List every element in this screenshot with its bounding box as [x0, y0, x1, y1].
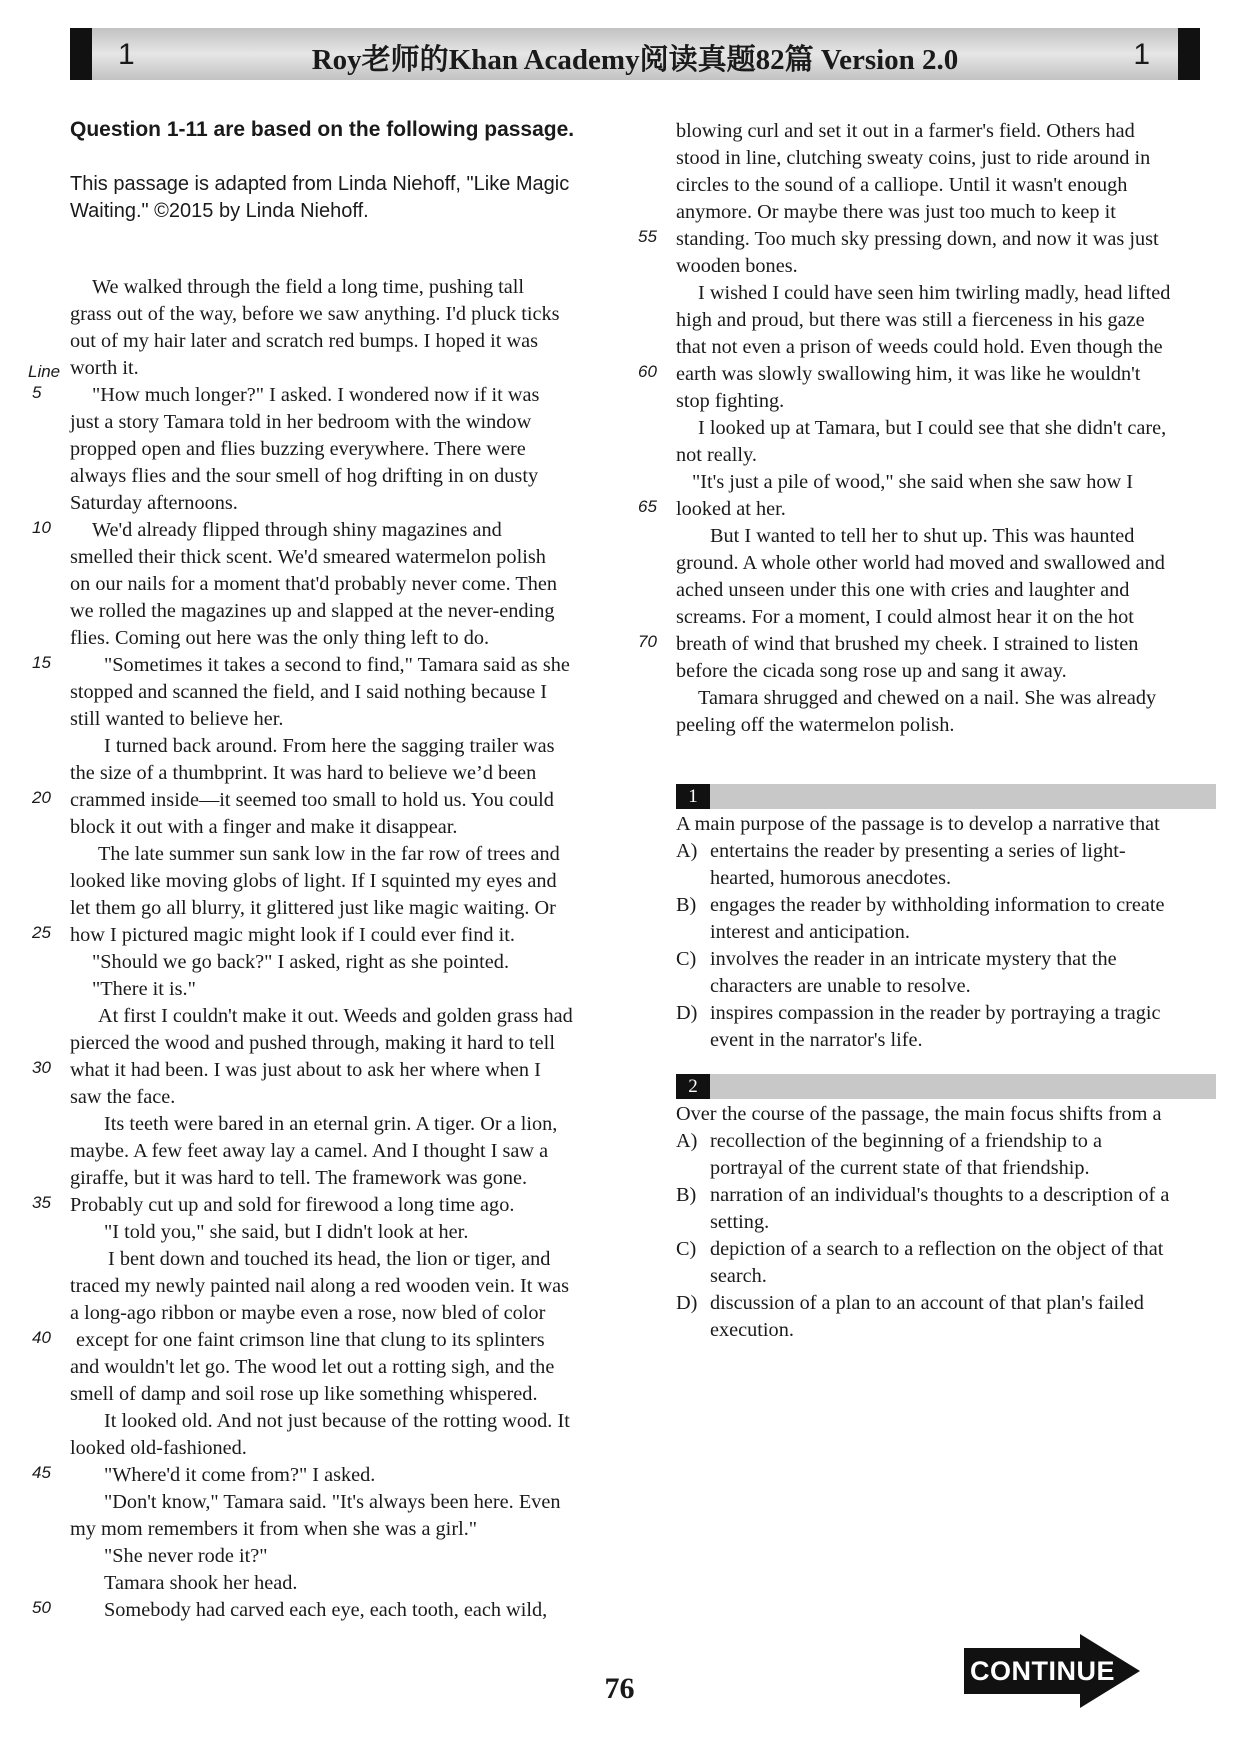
answer-option[interactable]: [676, 838, 1216, 892]
option-letter: C): [676, 1238, 697, 1260]
passage-line-text: high and proud, but there was still a fierceness in his gaze: [676, 309, 1145, 331]
passage-line: [70, 274, 630, 301]
continue-button[interactable]: [962, 1634, 1142, 1708]
passage-line: [70, 1516, 630, 1543]
passage-line: [70, 544, 630, 571]
passage-line-text: wooden bones.: [676, 255, 798, 277]
page-number: 76: [604, 1672, 635, 1705]
passage-line-text: ached unseen under this one with cries and laughter and: [676, 579, 1130, 601]
option-text: inspires compassion in the reader by portraying a tragic: [710, 1002, 1161, 1024]
passage-line: [70, 1084, 630, 1111]
passage-line: [70, 328, 630, 355]
passage-line-text: At first I couldn't make it out. Weeds and golden grass had: [98, 1005, 573, 1027]
passage-line-text: what it had been. I was just about to ask her where when I: [70, 1059, 541, 1081]
answer-option[interactable]: [676, 946, 1216, 1000]
option-text: discussion of a plan to an account of that plan's failed: [710, 1292, 1144, 1314]
passage-line: [638, 631, 1236, 658]
option-letter: B): [676, 1184, 697, 1206]
option-letter: B): [676, 894, 697, 916]
passage-line: [70, 1003, 630, 1030]
passage-line-text: I wished I could have seen him twirling madly, head lifted: [698, 282, 1171, 304]
passage-line-text: "Should we go back?" I asked, right as she pointed.: [92, 951, 510, 973]
passage-line: [676, 280, 1236, 307]
passage-line: [70, 490, 630, 517]
line-number: Line: [28, 362, 61, 381]
passage-line: [70, 733, 630, 760]
question-number: 1: [676, 784, 710, 809]
passage-line-text: earth was slowly swallowing him, it was like he wouldn't: [676, 363, 1141, 385]
line-number: 60: [638, 362, 657, 381]
passage-left-column: [28, 274, 630, 1624]
passage-line: [32, 1597, 630, 1624]
passage-line-text: "How much longer?" I asked. I wondered now if it was: [92, 384, 540, 406]
passage-line-text: let them go all blurry, it glittered just like magic waiting. Or: [70, 897, 556, 919]
answer-option[interactable]: [676, 1236, 1216, 1290]
option-letter: A): [676, 840, 698, 862]
passage-line: [676, 442, 1236, 469]
passage-line-text: standing. Too much sky pressing down, and now it was just: [676, 228, 1159, 250]
passage-line: [676, 712, 1236, 739]
passage-line: [70, 1381, 630, 1408]
passage-line-text: Probably cut up and sold for firewood a long time ago.: [70, 1194, 515, 1216]
passage-line: [70, 1543, 630, 1570]
passage-line-text: just a story Tamara told in her bedroom with the window: [70, 411, 532, 433]
passage-line: [70, 841, 630, 868]
passage-line-text: It looked old. And not just because of the rotting wood. It: [104, 1410, 570, 1432]
passage-line: [70, 679, 630, 706]
passage-line-text: giraffe, but it was hard to tell. The framework was gone.: [70, 1167, 528, 1189]
answer-option[interactable]: [676, 1182, 1216, 1236]
question-1: [676, 784, 1216, 1054]
passage-line: [70, 625, 630, 652]
passage-line: [70, 949, 630, 976]
passage-line-text: before the cicada song rose up and sang it away.: [676, 660, 1067, 682]
passage-line: [32, 787, 630, 814]
passage-line: [70, 1111, 630, 1138]
passage-line-text: except for one faint crimson line that clung to its splinters: [76, 1329, 545, 1351]
passage-line-text: "There it is.": [92, 978, 196, 1000]
passage-line: [676, 604, 1236, 631]
question-stem: A main purpose of the passage is to develop a narrative that: [676, 813, 1160, 835]
passage-line-text: out of my hair later and scratch red bumps. I hoped it was: [70, 330, 539, 352]
passage-line-text: propped open and flies buzzing everywhere. There were: [70, 438, 526, 460]
question-2: [676, 1074, 1216, 1344]
passage-line-text: the size of a thumbprint. It was hard to believe we’d been: [70, 762, 537, 784]
page-header: [70, 28, 1200, 80]
passage-line-text: not really.: [676, 444, 757, 466]
passage-line: [70, 1219, 630, 1246]
passage-line: [32, 382, 630, 409]
line-number: 30: [32, 1058, 51, 1077]
passage-line-text: circles to the sound of a calliope. Until it wasn't enough: [676, 174, 1128, 196]
passage-line-text: block it out with a finger and make it disappear.: [70, 816, 458, 838]
passage-line-text: But I wanted to tell her to shut up. This was haunted: [710, 525, 1135, 547]
header-right-number: 1: [1133, 38, 1150, 71]
passage-line-text: anymore. Or maybe there was just too much to keep it: [676, 201, 1116, 223]
header-title: Roy老师的Khan Academy阅读真题82篇 Version 2.0: [311, 44, 959, 76]
passage-line-text: I bent down and touched its head, the lion or tiger, and: [108, 1248, 551, 1270]
line-number: 25: [32, 923, 51, 942]
passage-line-text: that not even a prison of weeds could hold. Even though the: [676, 336, 1163, 358]
passage-line-text: Tamara shrugged and chewed on a nail. She was already: [698, 687, 1157, 709]
line-number: 65: [638, 497, 657, 516]
passage-line-text: looked at her.: [676, 498, 786, 520]
passage-line: [70, 598, 630, 625]
passage-line-text: "Where'd it come from?" I asked.: [104, 1464, 376, 1486]
passage-line-text: on our nails for a moment that'd probably never come. Then: [70, 573, 558, 595]
option-letter: D): [676, 1292, 698, 1314]
passage-line-text: grass out of the way, before we saw anything. I'd pluck ticks: [70, 303, 560, 325]
passage-line: [70, 301, 630, 328]
question-number-bar: [676, 784, 1216, 809]
passage-line: [676, 118, 1236, 145]
passage-right-column: [638, 118, 1236, 739]
passage-line-text: "Don't know," Tamara said. "It's always been here. Even: [104, 1491, 561, 1513]
line-number: 40: [32, 1328, 51, 1347]
passage-line: [70, 1246, 630, 1273]
passage-line: [70, 1489, 630, 1516]
passage-line-text: traced my newly painted nail along a red wooden vein. It was: [70, 1275, 569, 1297]
line-number: 35: [32, 1193, 51, 1212]
option-text: execution.: [710, 1319, 794, 1341]
passage-line: [70, 976, 630, 1003]
passage-line: [676, 415, 1236, 442]
continue-label: CONTINUE: [970, 1656, 1115, 1686]
passage-line-text: still wanted to believe her.: [70, 708, 284, 730]
passage-line-text: my mom remembers it from when she was a girl.": [70, 1518, 478, 1540]
option-text: entertains the reader by presenting a series of light-: [710, 840, 1126, 862]
passage-line-text: and wouldn't let go. The wood let out a rotting sigh, and the: [70, 1356, 555, 1378]
passage-line: [70, 409, 630, 436]
passage-line: [70, 463, 630, 490]
question-range-heading: Question 1-11 are based on the following passage.: [70, 118, 575, 141]
passage-line-text: The late summer sun sank low in the far row of trees and: [98, 843, 560, 865]
passage-line-text: Saturday afternoons.: [70, 492, 238, 514]
passage-line-text: Somebody had carved each eye, each tooth, each wild,: [104, 1599, 548, 1621]
passage-line-text: We walked through the field a long time, pushing tall: [92, 276, 525, 298]
passage-line-text: ground. A whole other world had moved and swallowed and: [676, 552, 1165, 574]
passage-line-text: we rolled the magazines up and slapped at the never-ending: [70, 600, 555, 622]
passage-line-text: stopped and scanned the field, and I said nothing because I: [70, 681, 548, 703]
passage-line: [32, 1057, 630, 1084]
passage-line: [32, 922, 630, 949]
answer-option[interactable]: [676, 1128, 1216, 1182]
line-number: 20: [32, 788, 51, 807]
option-text: narration of an individual's thoughts to a description of a: [710, 1184, 1170, 1206]
passage-line-text: Its teeth were bared in an eternal grin. A tiger. Or a lion,: [104, 1113, 558, 1135]
passage-line-text: We'd already flipped through shiny magazines and: [92, 519, 502, 541]
passage-line: [70, 1300, 630, 1327]
passage-line: [676, 145, 1236, 172]
passage-line: [676, 199, 1236, 226]
passage-line: [676, 577, 1236, 604]
passage-line-text: worth it.: [70, 357, 139, 379]
passage-line-text: looked like moving globs of light. If I squinted my eyes and: [70, 870, 557, 892]
passage-line-text: stood in line, clutching sweaty coins, just to ride around in: [676, 147, 1151, 169]
header-left-number: 1: [118, 38, 135, 71]
passage-line: [676, 523, 1236, 550]
option-text: search.: [710, 1265, 767, 1287]
passage-line-text: stop fighting.: [676, 390, 785, 412]
passage-line: [676, 307, 1236, 334]
passage-line-text: how I pictured magic might look if I could ever find it.: [70, 924, 515, 946]
question-number-bar: [676, 1074, 1216, 1099]
passage-line: [70, 868, 630, 895]
option-text: setting.: [710, 1211, 770, 1233]
passage-line: [638, 226, 1236, 253]
passage-line: [676, 685, 1236, 712]
option-text: portrayal of the current state of that friendship.: [710, 1157, 1090, 1179]
passage-line: [676, 658, 1236, 685]
passage-line-text: pierced the wood and pushed through, making it hard to tell: [70, 1032, 555, 1054]
question-number: 2: [676, 1074, 710, 1099]
passage-line-text: Tamara shook her head.: [104, 1572, 298, 1594]
option-text: characters are unable to resolve.: [710, 975, 971, 997]
passage-source: [70, 171, 630, 225]
passage-line-text: saw the face.: [70, 1086, 176, 1108]
option-text: interest and anticipation.: [710, 921, 910, 943]
line-number: 45: [32, 1463, 51, 1482]
passage-line: [676, 172, 1236, 199]
passage-line: [676, 334, 1236, 361]
option-text: recollection of the beginning of a friendship to a: [710, 1130, 1102, 1152]
passage-line: [32, 652, 630, 679]
passage-line: [676, 550, 1236, 577]
passage-line: [32, 1462, 630, 1489]
option-text: depiction of a search to a reflection on the object of that: [710, 1238, 1164, 1260]
answer-option[interactable]: [676, 892, 1216, 946]
passage-line-text: "She never rode it?": [104, 1545, 268, 1567]
passage-line-text: I looked up at Tamara, but I could see that she didn't care,: [698, 417, 1167, 439]
passage-line: [70, 1354, 630, 1381]
passage-line: [70, 1138, 630, 1165]
passage-line: [70, 1435, 630, 1462]
passage-line-text: smell of damp and soil rose up like something whispered.: [70, 1383, 538, 1405]
passage-source-line: Waiting." ©2015 by Linda Niehoff.: [70, 200, 369, 222]
answer-option[interactable]: [676, 1000, 1216, 1054]
passage-line: [32, 517, 630, 544]
passage-line: [638, 361, 1236, 388]
passage-line: [28, 355, 630, 382]
line-number: 50: [32, 1598, 51, 1617]
passage-line-text: peeling off the watermelon polish.: [676, 714, 955, 736]
line-number: 10: [32, 518, 51, 537]
passage-line-text: "I told you," she said, but I didn't look at her.: [104, 1221, 469, 1243]
passage-source-line: This passage is adapted from Linda Niehoff, "Like Magic: [70, 173, 570, 195]
option-letter: C): [676, 948, 697, 970]
passage-line-text: blowing curl and set it out in a farmer's field. Others had: [676, 120, 1135, 142]
passage-line: [70, 436, 630, 463]
option-text: event in the narrator's life.: [710, 1029, 923, 1051]
option-text: hearted, humorous anecdotes.: [710, 867, 952, 889]
line-number: 5: [32, 383, 42, 402]
passage-line-text: looked old-fashioned.: [70, 1437, 247, 1459]
answer-option[interactable]: [676, 1290, 1216, 1344]
passage-line: [70, 1570, 630, 1597]
passage-line: [70, 1273, 630, 1300]
question-stem: Over the course of the passage, the main focus shifts from a: [676, 1103, 1162, 1125]
passage-line: [676, 388, 1236, 415]
passage-line-text: crammed inside—it seemed too small to hold us. You could: [70, 789, 554, 811]
passage-line-text: flies. Coming out here was the only thing left to do.: [70, 627, 490, 649]
passage-line: [70, 895, 630, 922]
option-text: involves the reader in an intricate mystery that the: [710, 948, 1117, 970]
passage-line: [70, 706, 630, 733]
passage-line: [32, 1192, 630, 1219]
passage-line-text: screams. For a moment, I could almost hear it on the hot: [676, 606, 1134, 628]
passage-line-text: a long-ago ribbon or maybe even a rose, now bled of color: [70, 1302, 546, 1324]
passage-line-text: maybe. A few feet away lay a camel. And I thought I saw a: [70, 1140, 549, 1162]
passage-line: [70, 760, 630, 787]
line-number: 15: [32, 653, 51, 672]
option-letter: A): [676, 1130, 698, 1152]
header-right-block: [1178, 28, 1200, 80]
passage-line-text: breath of wind that brushed my cheek. I strained to listen: [676, 633, 1139, 655]
line-number: 70: [638, 632, 657, 651]
passage-line-text: I turned back around. From here the sagging trailer was: [104, 735, 555, 757]
passage-line-text: always flies and the sour smell of hog drifting in on dusty: [70, 465, 539, 487]
passage-line: [70, 814, 630, 841]
passage-line: [676, 253, 1236, 280]
passage-line: [70, 1408, 630, 1435]
passage-line-text: "It's just a pile of wood," she said when she saw how I: [692, 471, 1133, 493]
passage-line: [70, 1030, 630, 1057]
passage-line: [32, 1327, 630, 1354]
line-number: 55: [638, 227, 657, 246]
passage-line: [676, 469, 1236, 496]
passage-line-text: smelled their thick scent. We'd smeared watermelon polish: [70, 546, 546, 568]
passage-line-text: "Sometimes it takes a second to find," Tamara said as she: [104, 654, 570, 676]
option-letter: D): [676, 1002, 698, 1024]
passage-line: [70, 1165, 630, 1192]
passage-line: [638, 496, 1236, 523]
option-text: engages the reader by withholding information to create: [710, 894, 1165, 916]
passage-line: [70, 571, 630, 598]
